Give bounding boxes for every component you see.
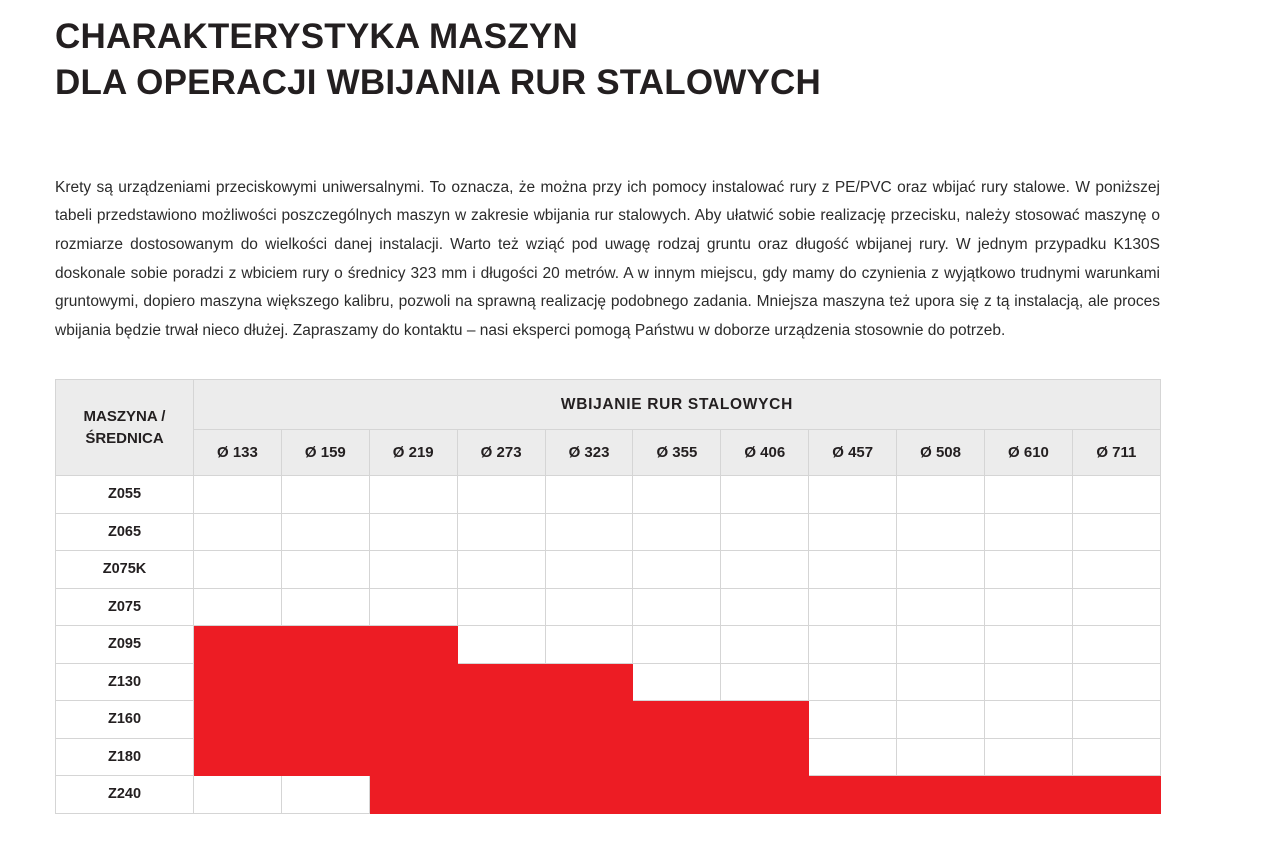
matrix-cell-filled xyxy=(369,626,457,664)
table-row xyxy=(56,513,1161,551)
matrix-cell-empty xyxy=(457,476,545,514)
row-header-machine: Z130 xyxy=(56,663,194,701)
table-row xyxy=(56,663,1161,701)
column-header-diameter: Ø 711 xyxy=(1072,430,1160,476)
matrix-cell-filled xyxy=(633,738,721,776)
matrix-cell-empty xyxy=(457,513,545,551)
matrix-cell-empty xyxy=(633,476,721,514)
matrix-cell-empty xyxy=(281,476,369,514)
intro-paragraph: Krety są urządzeniami przeciskowymi uniwersalnymi. To oznacza, że można przy ich pomocy instalować rury z PE/PVC oraz wbijać rury stalowe. W poniższej tabeli przedstawiono możliwości poszczególnych maszyn w zakresie wbijania rur stalowych. Aby ułatwić sobie realizację przecisku, należy stosować maszynę o rozmiarze dostosowanym do wielkości danej instalacji. Warto też wziąć pod uwagę rodzaj gruntu oraz długość wbijanej rury. W jednym przypadku K130S doskonale sobie poradzi z wbiciem rury o średnicy 323 mm i długości 20 metrów. A w innym miejscu, gdy mamy do czynienia z wyjątkowo trudnymi warunkami gruntowymi, dopiero maszyna większego kalibru, pozwoli na sprawną realizację podobnego zadania. Mniejsza maszyna też upora się z tą instalacją, ale proces wbijania będzie trwał nieco dłużej. Zapraszamy do kontaktu – nasi eksperci pomogą Państwu w doborze urządzenia stosownie do potrzeb. xyxy=(55,178,1160,339)
matrix-cell-empty xyxy=(985,551,1073,589)
matrix-cell-filled xyxy=(1072,776,1160,814)
matrix-cell-filled xyxy=(457,738,545,776)
table-row xyxy=(56,626,1161,664)
column-header-diameter: Ø 219 xyxy=(369,430,457,476)
matrix-cell-filled xyxy=(897,776,985,814)
matrix-cell-empty xyxy=(369,551,457,589)
table-row xyxy=(56,476,1161,514)
matrix-cell-empty xyxy=(545,476,633,514)
machine-diameter-table xyxy=(55,379,1161,814)
matrix-cell-empty xyxy=(809,551,897,589)
matrix-cell-filled xyxy=(545,738,633,776)
matrix-cell-empty xyxy=(369,513,457,551)
matrix-cell-empty xyxy=(545,513,633,551)
matrix-cell-empty xyxy=(194,551,282,589)
matrix-cell-filled xyxy=(545,663,633,701)
matrix-cell-empty xyxy=(545,551,633,589)
row-header-machine: Z180 xyxy=(56,738,194,776)
matrix-cell-empty xyxy=(809,513,897,551)
table-row xyxy=(56,588,1161,626)
table-row xyxy=(56,738,1161,776)
column-header-diameter: Ø 508 xyxy=(897,430,985,476)
column-header-diameter: Ø 273 xyxy=(457,430,545,476)
matrix-cell-empty xyxy=(1072,588,1160,626)
matrix-cell-empty xyxy=(897,551,985,589)
row-header-machine: Z055 xyxy=(56,476,194,514)
matrix-cell-empty xyxy=(897,513,985,551)
matrix-cell-empty xyxy=(897,701,985,739)
matrix-cell-empty xyxy=(721,626,809,664)
matrix-cell-filled xyxy=(281,738,369,776)
matrix-cell-filled xyxy=(281,701,369,739)
matrix-cell-filled xyxy=(369,738,457,776)
table-corner-header xyxy=(56,380,194,476)
matrix-cell-filled xyxy=(369,776,457,814)
matrix-cell-empty xyxy=(194,476,282,514)
matrix-cell-filled xyxy=(194,626,282,664)
matrix-cell-empty xyxy=(1072,701,1160,739)
matrix-cell-empty xyxy=(985,701,1073,739)
matrix-cell-empty xyxy=(633,626,721,664)
column-header-diameter: Ø 159 xyxy=(281,430,369,476)
matrix-cell-empty xyxy=(369,588,457,626)
matrix-cell-empty xyxy=(721,663,809,701)
matrix-cell-empty xyxy=(194,513,282,551)
machine-diameter-table-container xyxy=(55,379,1160,814)
matrix-cell-empty xyxy=(721,476,809,514)
matrix-cell-empty xyxy=(897,626,985,664)
matrix-cell-filled xyxy=(194,738,282,776)
matrix-cell-empty xyxy=(194,588,282,626)
matrix-cell-empty xyxy=(809,738,897,776)
matrix-cell-empty xyxy=(633,551,721,589)
matrix-cell-empty xyxy=(633,663,721,701)
matrix-cell-empty xyxy=(633,588,721,626)
matrix-cell-filled xyxy=(721,701,809,739)
corner-label-line-1: MASZYNA / xyxy=(83,407,166,425)
table-group-header: WBIJANIE RUR STALOWYCH xyxy=(194,380,1161,430)
matrix-cell-empty xyxy=(985,476,1073,514)
matrix-cell-filled xyxy=(545,776,633,814)
matrix-cell-filled xyxy=(369,701,457,739)
matrix-cell-empty xyxy=(809,663,897,701)
row-header-machine: Z095 xyxy=(56,626,194,664)
matrix-cell-empty xyxy=(633,513,721,551)
matrix-cell-empty xyxy=(1072,476,1160,514)
row-header-machine: Z075 xyxy=(56,588,194,626)
matrix-cell-empty xyxy=(281,588,369,626)
matrix-cell-filled xyxy=(281,663,369,701)
column-header-diameter: Ø 133 xyxy=(194,430,282,476)
table-row xyxy=(56,776,1161,814)
matrix-cell-empty xyxy=(457,588,545,626)
row-header-machine: Z160 xyxy=(56,701,194,739)
matrix-cell-empty xyxy=(281,513,369,551)
page-title-line-1: CHARAKTERYSTYKA MASZYN xyxy=(55,17,578,56)
matrix-cell-empty xyxy=(897,738,985,776)
column-header-diameter: Ø 323 xyxy=(545,430,633,476)
matrix-cell-empty xyxy=(1072,551,1160,589)
matrix-cell-filled xyxy=(457,663,545,701)
matrix-cell-filled xyxy=(721,776,809,814)
matrix-cell-filled xyxy=(457,701,545,739)
matrix-cell-empty xyxy=(809,476,897,514)
matrix-cell-empty xyxy=(897,663,985,701)
matrix-cell-empty xyxy=(985,663,1073,701)
column-header-diameter: Ø 457 xyxy=(809,430,897,476)
matrix-cell-filled xyxy=(809,776,897,814)
matrix-cell-empty xyxy=(985,738,1073,776)
matrix-cell-empty xyxy=(1072,513,1160,551)
row-header-machine: Z075K xyxy=(56,551,194,589)
page-title-line-2: DLA OPERACJI WBIJANIA RUR STALOWYCH xyxy=(55,63,821,103)
matrix-cell-empty xyxy=(985,513,1073,551)
matrix-cell-filled xyxy=(545,701,633,739)
row-header-machine: Z065 xyxy=(56,513,194,551)
matrix-cell-empty xyxy=(194,776,282,814)
matrix-cell-filled xyxy=(985,776,1073,814)
page-title xyxy=(55,14,1175,106)
column-header-diameter: Ø 406 xyxy=(721,430,809,476)
matrix-cell-filled xyxy=(281,626,369,664)
matrix-cell-filled xyxy=(721,738,809,776)
matrix-cell-filled xyxy=(194,663,282,701)
matrix-cell-empty xyxy=(1072,738,1160,776)
table-row xyxy=(56,551,1161,589)
matrix-cell-filled xyxy=(633,701,721,739)
matrix-cell-empty xyxy=(457,551,545,589)
matrix-cell-empty xyxy=(369,476,457,514)
matrix-cell-empty xyxy=(809,701,897,739)
matrix-cell-empty xyxy=(897,476,985,514)
matrix-cell-empty xyxy=(457,626,545,664)
table-row xyxy=(56,701,1161,739)
matrix-cell-empty xyxy=(897,588,985,626)
column-header-diameter: Ø 355 xyxy=(633,430,721,476)
table-body xyxy=(56,476,1161,814)
table-header-row-group xyxy=(56,380,1161,430)
matrix-cell-empty xyxy=(721,513,809,551)
matrix-cell-filled xyxy=(457,776,545,814)
matrix-cell-empty xyxy=(1072,663,1160,701)
matrix-cell-empty xyxy=(809,588,897,626)
matrix-cell-filled xyxy=(369,663,457,701)
matrix-cell-empty xyxy=(545,626,633,664)
matrix-cell-filled xyxy=(194,701,282,739)
matrix-cell-empty xyxy=(545,588,633,626)
corner-label-line-2: ŚREDNICA xyxy=(85,429,164,447)
matrix-cell-empty xyxy=(721,551,809,589)
matrix-cell-empty xyxy=(281,551,369,589)
row-header-machine: Z240 xyxy=(56,776,194,814)
table-header-row-diameters xyxy=(56,430,1161,476)
matrix-cell-empty xyxy=(281,776,369,814)
matrix-cell-empty xyxy=(721,588,809,626)
matrix-cell-empty xyxy=(985,588,1073,626)
matrix-cell-empty xyxy=(1072,626,1160,664)
column-header-diameter: Ø 610 xyxy=(985,430,1073,476)
matrix-cell-empty xyxy=(809,626,897,664)
matrix-cell-filled xyxy=(633,776,721,814)
matrix-cell-empty xyxy=(985,626,1073,664)
